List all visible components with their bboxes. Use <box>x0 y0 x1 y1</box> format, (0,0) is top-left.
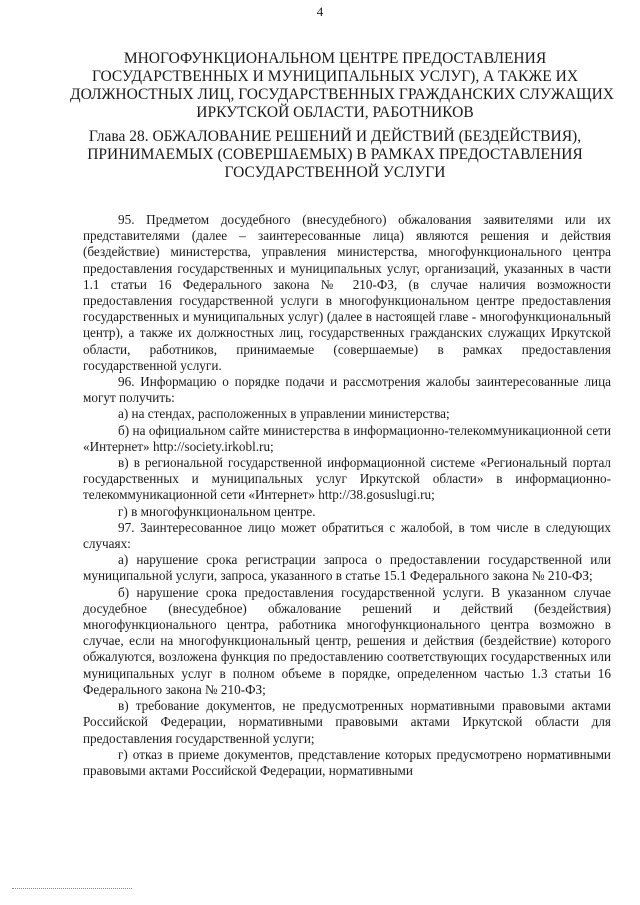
heading-line: ГОСУДАРСТВЕННЫХ И МУНИЦИПАЛЬНЫХ УСЛУГ), А ТАКЖЕ ИХ <box>91 68 579 85</box>
section-heading-continued <box>70 50 614 122</box>
paragraph-96-a: а) на стендах, расположенных в управлении министерства; <box>118 406 450 422</box>
paragraph-95: 95. Предметом досудебного (внесудебного) обжалования заявителями или их представителями (далее – заинтересованные лица) являются решения и действия (бездействие) министерства, управления министерства, многофункционального центра предоставления государственных и муниципальных услуг, организаций, указанных в части 1.1 статьи 16 Федерального закона № 210-ФЗ, (в случае наличия возможности предоставления государственной услуги в многофункциональном центре предоставления государственных и муниципальных услуг) (далее в настоящей главе - многофункциональный центр), а также их должностных лиц, государственных гражданских служащих Иркутской области, работников, принимаемые (совершаемые) в рамках предоставления государственной услуги. <box>83 212 611 373</box>
paragraph-97-g: г) отказ в приеме документов, представление которых предусмотрено нормативными правовыми актами Российской Федерации, нормативными <box>83 746 611 778</box>
heading-line: ИРКУТСКОЙ ОБЛАСТИ, РАБОТНИКОВ <box>196 104 474 121</box>
body-text <box>83 212 611 779</box>
chapter-28-heading <box>70 128 600 182</box>
paragraph-97-a: а) нарушение срока регистрации запроса о предоставлении государственной или муниципальной услуги, запроса, указанного в статье 15.1 Федерального закона № 210-ФЗ; <box>83 552 611 584</box>
heading-line: Глава 28. ОБЖАЛОВАНИЕ РЕШЕНИЙ И ДЕЙСТВИЙ (БЕЗДЕЙСТВИЯ), <box>88 128 582 145</box>
footer-rule <box>12 888 132 889</box>
heading-line: ПРИНИМАЕМЫХ (СОВЕРШАЕМЫХ) В РАМКАХ ПРЕДОСТАВЛЕНИЯ <box>87 146 583 163</box>
paragraph-97-b: б) нарушение срока предоставления государственной услуги. В указанном случае досудебное (внесудебное) обжалование решений и действий (бездействия) многофункционального центра, работника многофункционального центра возможно в случае, если на многофункциональный центр, решения и действия (бездействие) которого обжалуются, возложена функция по предоставлению соответствующих государственных или муниципальных услуг в полном объеме в порядке, определенном частью 1.3 статьи 16 Федерального закона № 210-ФЗ; <box>83 584 611 697</box>
paragraph-96: 96. Информацию о порядке подачи и рассмотрения жалобы заинтересованные лица могут получить: <box>83 374 611 406</box>
paragraph-97-v: в) требование документов, не предусмотренных нормативными правовыми актами Российской Федерации, нормативными правовыми актами Иркутской области для предоставления государственной услуги; <box>83 698 611 746</box>
heading-line: ГОСУДАРСТВЕННОЙ УСЛУГИ <box>224 164 446 181</box>
paragraph-96-b: б) на официальном сайте министерства в информационно-телекоммуникационной сети «Интернет» http://society.irkobl.ru; <box>83 422 611 454</box>
page-number: 4 <box>316 4 324 19</box>
paragraph-96-v: в) в региональной государственной информационной системе «Региональный портал государственных и муниципальных услуг Иркутской области» в информационно-телекоммуникационной сети «Интернет» http://38.gosuslugi.ru; <box>83 455 611 503</box>
paragraph-96-g: г) в многофункциональном центре. <box>118 503 316 519</box>
paragraph-97: 97. Заинтересованное лицо может обратиться с жалобой, в том числе в следующих случаях: <box>83 519 611 552</box>
heading-line: МНОГОФУНКЦИОНАЛЬНОМ ЦЕНТРЕ ПРЕДОСТАВЛЕНИЯ <box>123 50 547 67</box>
heading-line: ДОЛЖНОСТНЫХ ЛИЦ, ГОСУДАРСТВЕННЫХ ГРАЖДАНСКИХ СЛУЖАЩИХ <box>70 86 614 103</box>
